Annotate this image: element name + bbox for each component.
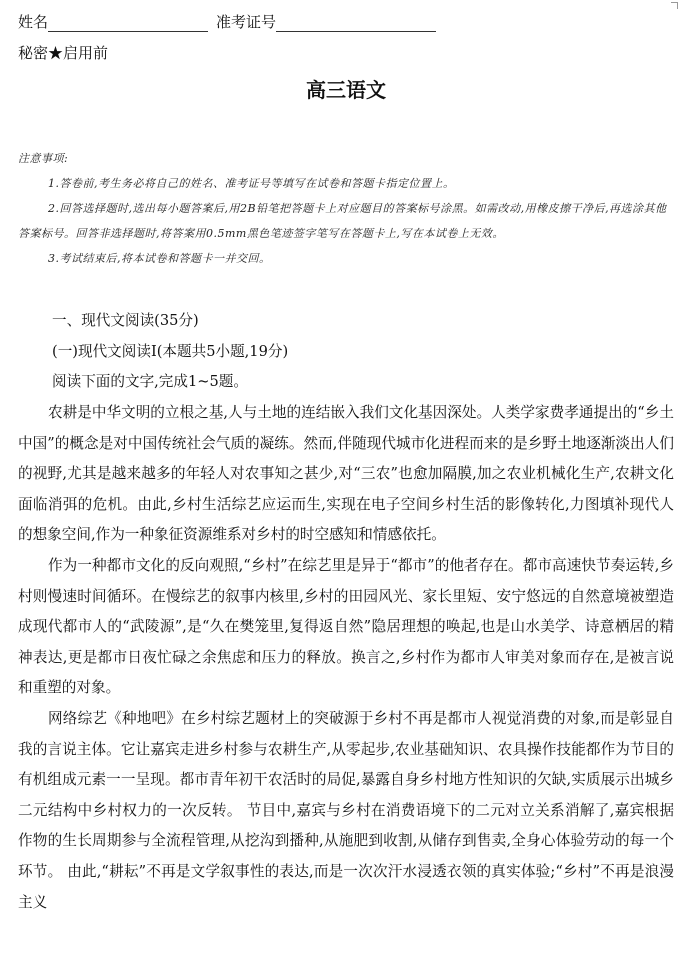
paragraph-3: 网络综艺《种地吧》在乡村综艺题材上的突破源于乡村不再是都市人视觉消费的对象,而是彰显自我的言说主体。它让嘉宾走进乡村参与农耕生产,从零起步,农业基础知识、农具操作技能都作为节目的有机组成元素一一呈现。都市青年初干农活时的局促,暴露自身乡村地方性知识的欠缺,实质展示出城乡二元结构中乡村权力的一次反转。 节目中,嘉宾与乡村在消费语境下的二元对立关系消解了,嘉宾根据作物的生长周期参与全流程管理,从挖沟到播种,从施肥到收割,从储存到售卖,全身心体验劳动的每一个环节。 由此,“耕耘”不再是文学叙事性的表达,而是一次次汗水浸透衣领的真实体验;“乡村”不再是浪漫主义 (18, 709, 674, 911)
page-title: 高三语文 (306, 78, 386, 102)
secret-label: 秘密★启用前 (18, 44, 109, 62)
page-corner-mark (671, 2, 678, 9)
notes-item-2: 2.回答选择题时,选出每小题答案后,用2B铅笔把答题卡上对应题目的答案标号涂黑。如需改动,用橡皮擦干净后,再选涂其他答案标号。回答非选择题时,将答案用0.5mm黑色笔迹签字笔写在答题卡上,写在本试卷上无效。 (18, 202, 667, 240)
name-label: 姓名 (18, 13, 49, 31)
notes-item-3: 3.考试结束后,将本试卷和答题卡一并交回。 (48, 252, 271, 265)
notes-item-1: 1.答卷前,考生务必将自己的姓名、准考证号等填写在试卷和答题卡指定位置上。 (48, 177, 455, 190)
notes-heading: 注意事项: (18, 152, 69, 165)
candidate-info-line (18, 10, 436, 32)
reading-passage (18, 398, 674, 918)
sub-title: (一)现代文阅读Ⅰ(本题共5小题,19分) (52, 342, 289, 360)
paragraph-1: 农耕是中华文明的立根之基,人与土地的连结嵌入我们文化基因深处。人类学家费孝通提出的“乡土中国”的概念是对中国传统社会气质的凝练。然而,伴随现代城市化进程而来的是乡野土地逐渐淡出人们的视野,尤其是越来越多的年轻人对农事知之甚少,对“三农”也愈加隔膜,加之农业机械化生产,农耕文化面临消弭的危机。由此,乡村生活综艺应运而生,实现在电子空间乡村生活的影像转化,力图填补现代人的想象空间,作为一种象征资源维系对乡村的时空感知和情感依托。 (18, 404, 674, 544)
exam-number-label: 准考证号 (216, 13, 277, 31)
exam-number-blank[interactable] (276, 13, 436, 32)
section-header (18, 306, 682, 398)
name-blank[interactable] (48, 13, 208, 32)
notes-block (18, 146, 678, 271)
part-title: 一、现代文阅读(35分) (52, 312, 199, 329)
reading-instruction: 阅读下面的文字,完成1~5题。 (52, 373, 248, 391)
paragraph-2: 作为一种都市文化的反向观照,“乡村”在综艺里是异于“都市”的他者存在。都市高速快节奏运转,乡村则慢速时间循环。在慢综艺的叙事内核里,乡村的田园风光、家长里短、安宁悠远的自然意境被塑造成现代都市人的“武陵源”,是“久在樊笼里,复得返自然”隐居理想的唤起,也是山水美学、诗意栖居的精神表达,更是都市日夜忙碌之余焦虑和压力的释放。换言之,乡村作为都市人审美对象而存在,是被言说和重塑的对象。 (18, 556, 674, 697)
